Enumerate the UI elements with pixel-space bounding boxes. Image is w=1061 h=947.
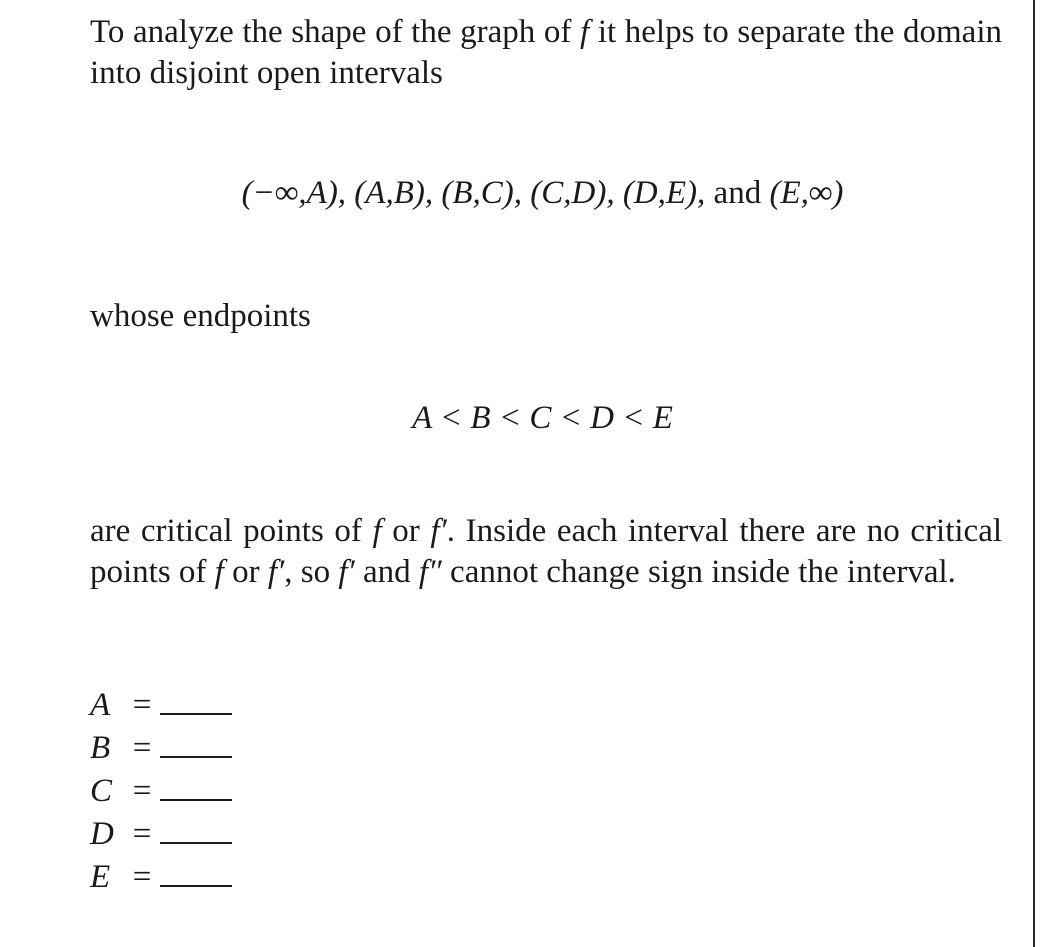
intervals-display [12,173,1061,213]
p3-f-2: f [214,554,224,590]
equals-sign: = [132,730,152,766]
p3-f-1: f [372,513,382,549]
p3-text-7: cannot change sign inside the interval. [441,554,956,590]
last-interval: (E,∞) [769,175,844,211]
p3-text-4: or [223,554,268,590]
answer-row-b [90,723,232,766]
p3-text-3: . Inside each interval there are no critical points of [90,513,1003,590]
equals-sign: = [132,859,152,895]
p3-text-5: , so [284,554,339,590]
intervals-and: and [705,175,770,211]
inequality-chain: A < B < C < D < E [412,400,673,436]
answer-label-a: A [90,687,111,723]
answer-label-c: C [90,773,113,809]
intro-text-1: To analyze the shape of the graph of [90,14,581,50]
answer-list [90,680,232,895]
answer-label-b: B [90,730,111,766]
answer-row-d [90,809,232,852]
answer-label-d: D [90,816,114,852]
p3-fprime-2: f′ [267,554,285,590]
answer-blank-c[interactable] [160,799,232,801]
p3-text-2: or [381,513,431,549]
p3-text-1: are critical points of [90,513,373,549]
equals-sign: = [132,773,152,809]
answer-blank-b[interactable] [160,756,232,758]
answer-blank-a[interactable] [160,713,232,715]
answer-label-e: E [90,859,111,895]
answer-blank-d[interactable] [160,842,232,844]
intro-paragraph [90,12,1002,94]
intervals-list: (−∞,A), (A,B), (B,C), (C,D), (D,E), [241,175,706,211]
equals-sign: = [132,816,152,852]
answer-blank-e[interactable] [160,885,232,887]
p3-fdoubleprime: f″ [418,554,442,590]
equals-sign: = [132,687,152,723]
p3-fprime-3: f′ [338,554,355,590]
endpoints-paragraph: whose endpoints [90,298,311,334]
p3-text-6: and [354,554,419,590]
critical-points-paragraph [90,511,1002,593]
answer-row-e [90,852,232,895]
p3-fprime-1: f′ [430,513,447,549]
page-edge-rule [1033,0,1035,947]
function-symbol: f [580,14,590,50]
answer-row-c [90,766,232,809]
answer-row-a [90,680,232,723]
intro-text-2: it helps to separate the domain into disjoint open intervals [90,14,1002,91]
